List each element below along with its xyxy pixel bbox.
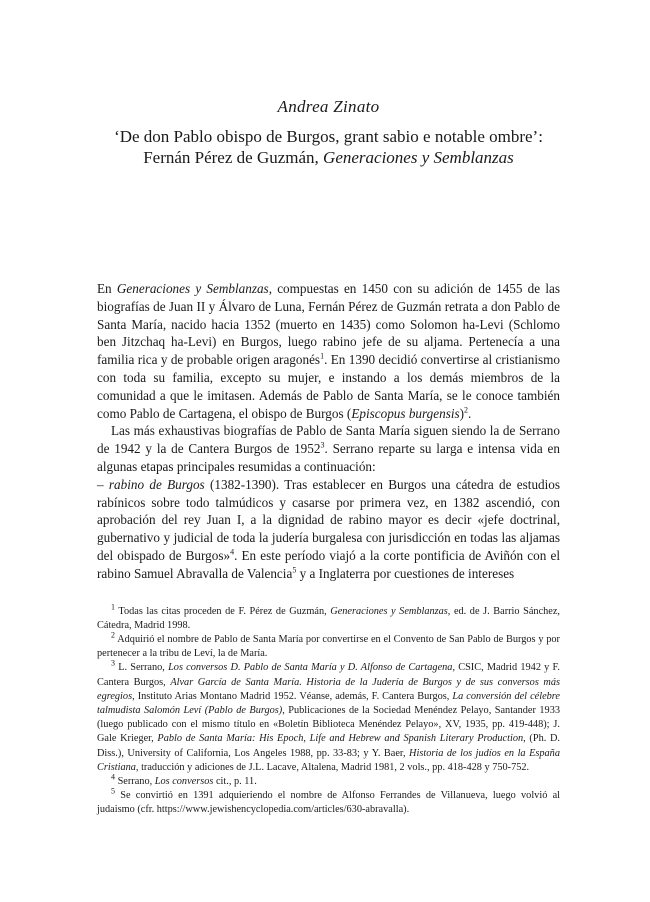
text-run: Serrano, — [115, 775, 155, 787]
footnote — [97, 772, 560, 789]
italic-text: Los conversos D. Pablo de Santa María y D. Alfonso de Cartagena — [168, 662, 453, 674]
note-marker: 2 — [111, 630, 115, 640]
footnote — [97, 658, 560, 775]
text-run: , CSIC, Madrid 1942 y F. Cantera Burgos, — [97, 662, 560, 688]
text-run: . En 1390 decidió convertirse al cristianismo con toda su familia, excepto su mujer, e instando a los demás miembros de la comunidad a que le imitasen. Además de Pablo de Santa María, se le conoce también como Pablo de Cartagena, el obispo de Burgos ( — [97, 352, 561, 421]
italic-text: rabino de Burgos — [108, 476, 205, 492]
note-marker: 1 — [111, 602, 115, 612]
text-run: . En este período viajó a la corte pontificia de Aviñón con el rabino Samuel Abravalla de Valencia — [97, 547, 560, 581]
text-run: , (Ph. D. Diss.), University of California, Los Angeles 1988, pp. 33-83; y Y. Baer, — [97, 733, 560, 759]
body-text — [97, 280, 560, 583]
text-run: Se convirtió en 1391 adquieriendo el nombre de Alfonso Ferrandes de Villanueva, luego volvió al judaismo (cfr. https://www.jewishencyclopedia.com/articles/630-abravalla). — [97, 790, 560, 816]
text-run: , Publicaciones de la Sociedad Menéndez Pelayo, Santander 1933 (luego publicado con el mismo título en «Boletín Biblioteca Menéndez Pelayo», XV, 1935, pp. 419-448); J. Gale Krieger, — [97, 704, 560, 745]
text-run: – — [97, 476, 109, 492]
body-paragraph — [97, 280, 560, 422]
title-line-1: ‘De don Pablo obispo de Burgos, grant sabio e notable ombre’: — [114, 127, 543, 146]
text-run: , Instituto Arias Montano Madrid 1952. Véanse, además, F. Cantera Burgos, — [132, 690, 453, 702]
body-paragraph — [97, 476, 560, 583]
text-run: . — [468, 405, 472, 421]
italic-text: Historia de los judíos en la España Cristiana — [97, 747, 560, 773]
note-marker: 3 — [320, 440, 325, 450]
italic-text: Pablo de Santa María: His Epoch, Life and Hebrew and Spanish Literary Production — [157, 733, 524, 745]
note-marker: 4 — [111, 772, 115, 782]
body-paragraph — [97, 422, 560, 475]
text-run: . Serrano reparte su larga e intensa vida en algunas etapas principales resumidas a continuación: — [97, 441, 560, 474]
footnote — [97, 602, 561, 633]
italic-text: Episcopus burgensis — [351, 405, 460, 421]
note-marker: 4 — [230, 547, 235, 557]
text-run: , ed. de J. Barrio Sánchez, Cátedra, Madrid 1998. — [97, 605, 561, 631]
text-run: ) — [459, 405, 465, 421]
italic-text: La conversión del célebre talmudista Salomón Leví (Pablo de Burgos) — [97, 690, 560, 716]
text-run: L. Serrano, — [115, 662, 169, 674]
text-run: En — [97, 281, 117, 296]
italic-text: Generaciones y Semblanzas — [330, 605, 448, 617]
text-run: Adquirió el nombre de Pablo de Santa María por convertirse en el Convento de San Pablo de Burgos y por pertenecer a la tribu de Leví, la de María. — [97, 633, 560, 660]
title-line-2-plain: Fernán Pérez de Guzmán, — [143, 148, 324, 167]
text-run: , compuestas en 1450 con su adición de 1455 de las biografías de Juan II y Álvaro de Luna, Fernán Pérez de Guzmán retrata a don Pablo de Santa María, nacido hacia 1352 (muerto en 1435) como Solomon ha-Levi (Schlomo ben Jitzchaq ha-Levi) en Burgos, luego rabino jefe de su aljama. Pertenecía a una familia rica y de probable origen aragonés — [97, 281, 560, 368]
text-run: Las más exhaustivas biografías de Pablo de Santa María siguen siendo la de Serrano de 1942 y la de Cantera Burgos de 1952 — [97, 423, 560, 457]
note-marker: 3 — [111, 658, 115, 668]
text-run: cit., p. 11. — [213, 775, 257, 787]
italic-text: Alvar García de Santa María. Historia de la Judería de Burgos y de sus conversos más egregios — [97, 676, 560, 702]
italic-text: Generaciones y Semblanzas — [116, 281, 269, 296]
footnote — [97, 630, 560, 661]
note-marker: 5 — [292, 565, 297, 575]
footnote — [97, 786, 560, 817]
text-run: , traducción y adiciones de J.L. Lacave, Altalena, Madrid 1981, 2 vols., pp. 418-428 y 750-752. — [135, 761, 530, 773]
footnotes — [97, 602, 561, 818]
title-line-2-italic: Generaciones y Semblanzas — [323, 148, 514, 167]
article-title — [97, 126, 560, 168]
article-author: Andrea Zinato — [277, 97, 380, 116]
note-marker: 1 — [320, 351, 325, 361]
text-run: Todas las citas proceden de F. Pérez de Guzmán, — [115, 605, 331, 617]
italic-text: Los conversos — [154, 775, 214, 787]
title-line-2 — [97, 147, 560, 168]
text-run: (1382-1390). Tras establecer en Burgos una cátedra de estudios rabínicos sobre todo talmúdicos y casarse por primera vez, en 1382 ascendió, con aprobación del rey Juan I, a la dignidad de rabino mayor es decir «jefe doctrinal, gubernativo y judicial de toda la judería burgalesa con jurisdicción en todas las aljamas del obispado de Burgos» — [97, 476, 561, 563]
note-marker: 5 — [111, 786, 115, 796]
text-run: y a Inglaterra por cuestiones de intereses — [296, 565, 515, 581]
note-marker: 2 — [464, 405, 469, 415]
